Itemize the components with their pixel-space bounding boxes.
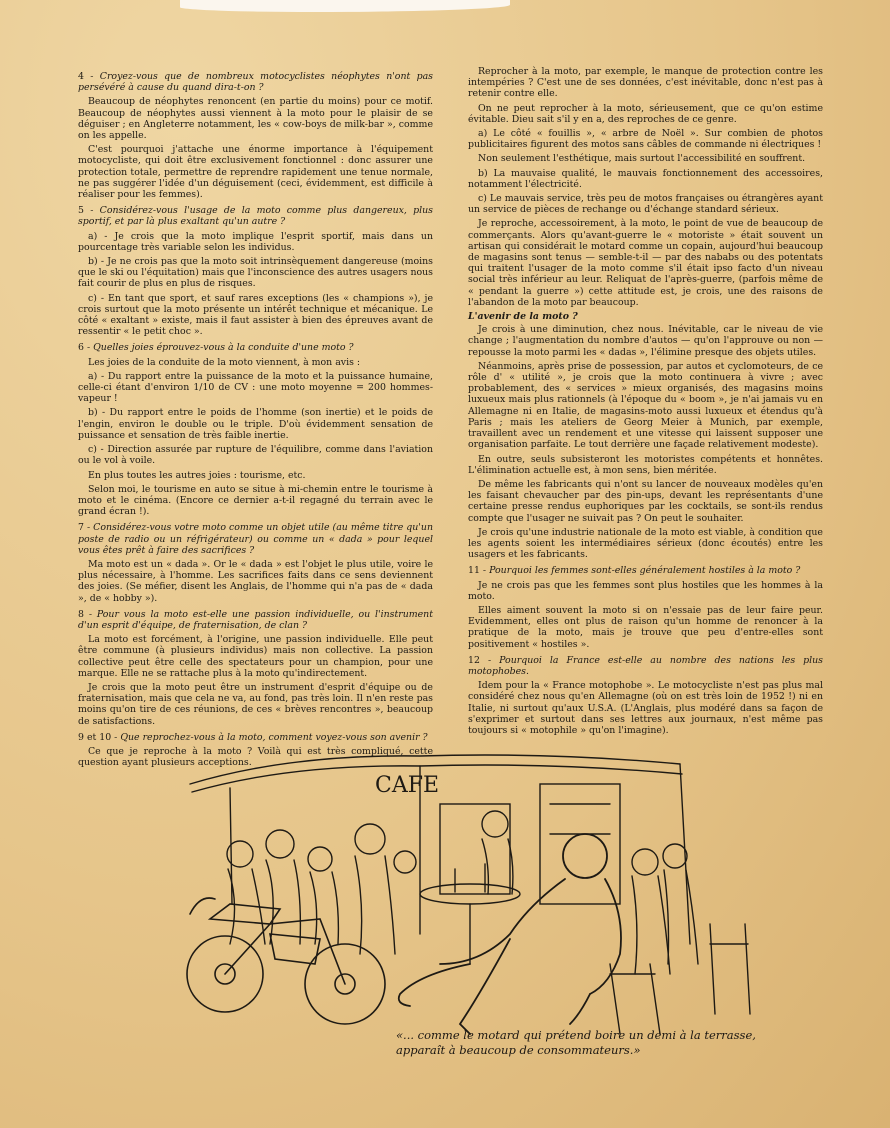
paragraph: b) - Du rapport entre le poids de l'homme (son inertie) et le poids de l'engin, environ le double ou le triple. D'où évidemment sensation de puissance et sensation de très faible inertie. xyxy=(78,407,433,441)
question-heading: 5 - Considérez-vous l'usage de la moto comme plus dangereux, plus sportif, et par là plus exaltant qu'un autre ? xyxy=(78,205,433,228)
paragraph: c) - En tant que sport, et sauf rares exceptions (les « champions »), je crois surtout que la moto présente un intérêt technique et mécanique. Le côté « exaltant » existe, mais il faut assister à bien des épreuves avant de ressentir « le petit choc ». xyxy=(78,292,433,338)
chair xyxy=(610,964,660,1034)
paragraph: De même les fabricants qui n'ont su lancer de nouveaux modèles qu'en les faisant chevaucher par des pin-ups, devant les représentants d'une certaine presse rendus euphoriques par les cocktails, se sont-ils rendus compte que l'usager ne suivait pas ? On peut le souhaiter. xyxy=(468,478,823,524)
caption-line-2: apparaît à beaucoup de consommateurs.» xyxy=(396,1043,641,1057)
paragraph: Reprocher à la moto, par exemple, le manque de protection contre les intempéries ? C'est une de ses données, c'est inévitable, donc n'est pas à retenir contre elle. xyxy=(468,66,823,100)
paragraph: C'est pourquoi j'attache une énorme importance à l'équipement motocycliste, qui doit être exclusivement fonctionnel : donc assurer une protection totale, permettre de reprendre rapidement une tenue normale, ne pas suggérer l'idée d'un déguisement (ceci, évidemment, est difficile à réaliser pour les femmes). xyxy=(78,144,433,201)
cafe-terrace-illustration xyxy=(170,744,830,1074)
crowd-figures xyxy=(227,811,698,974)
paragraph: Beaucoup de néophytes renoncent (en partie du moins) pour ce motif. Beaucoup de néophytes aussi viennent à la moto pour le plaisir de se déguiser ; en Angleterre notamment, les « cow-boys de milk-bar », comme on les appelle. xyxy=(78,96,433,142)
question-number: 7 xyxy=(78,522,84,534)
left-column xyxy=(78,66,433,771)
paragraph: Je crois qu'une industrie nationale de la moto est viable, à condition que les agents soient les intermédiaires sérieux (donc écoutés) entre les usagers et les fabricants. xyxy=(468,526,823,561)
question-text: Considérez-vous votre moto comme un objet utile (au même titre qu'un poste de radio ou un réfrigérateur) ou comme un « dada » pour lequel vous êtes prêt à faire des sacrifices ? xyxy=(78,522,433,556)
paragraph: Je crois que la moto peut être un instrument d'esprit d'équipe ou de fraternisation, mais que cela ne va, au fond, pas très loin. Il n'en reste pas moins qu'on tire de ces réunions, de ces « brèves rencontres », beaucoup de satisfactions. xyxy=(78,681,433,727)
question-number: 8 xyxy=(78,608,84,620)
paragraph: Elles aiment souvent la moto si on n'essaie pas de leur faire peur. Evidemment, elles ont plus de raison qu'un homme de renoncer à la pratique de la moto, mais je trouve que peu d'entre-elles sont positivement « hostiles ». xyxy=(468,604,823,650)
paragraph: Ce que je reproche à la moto ? Voilà qui est très compliqué, cette question ayant plusieurs acceptions. xyxy=(78,745,433,769)
question-heading: 9 et 10 - Que reprochez-vous à la moto, comment voyez-vous son avenir ? xyxy=(78,731,428,743)
paragraph: a) - Je crois que la moto implique l'esprit sportif, mais dans un pourcentage très variable selon les individus. xyxy=(78,230,433,253)
paragraph: Selon moi, le tourisme en auto se situe à mi-chemin entre le tourisme à moto et le cinéma. (Encore ce dernier a-t-il regagné du terrain avec le grand écran !). xyxy=(78,483,433,518)
paragraph: a) Le côté « fouillis », « arbre de Noël ». Sur combien de photos publicitaires figurent des motos sans câbles de commande ni électriques ! xyxy=(468,128,823,151)
paragraph: En plus toutes les autres joies : tourisme, etc. xyxy=(88,469,306,481)
caption-line-1: «... comme le motard qui prétend boire un demi à la terrasse, xyxy=(396,1028,756,1042)
question-text: Considérez-vous l'usage de la moto comme plus dangereux, plus sportif, et par là plus exaltant qu'un autre ? xyxy=(78,205,433,228)
question-heading: 7 - Considérez-vous votre moto comme un objet utile (au même titre qu'un poste de radio ou un réfrigérateur) ou comme un « dada » pour lequel vous êtes prêt à faire des sacrifices ? xyxy=(78,522,433,556)
question-text: Que reprochez-vous à la moto, comment voyez-vous son avenir ? xyxy=(120,731,428,743)
question-text: Pourquoi la France est-elle au nombre des nations les plus motophobes. xyxy=(468,654,823,677)
paragraph: La moto est forcément, à l'origine, une passion individuelle. Elle peut être commune (à plusieurs individus) mais non collective. La passion collective peut être celle des spectateurs pour un champion, pour une marque. Elle ne se rattache plus à la moto qu'indirectement. xyxy=(78,634,433,679)
paragraph: En outre, seuls subsisteront les motoristes compétents et honnêtes. L'élimination actuelle est, à mon sens, bien méritée. xyxy=(468,453,823,476)
question-number: 4 xyxy=(78,71,84,82)
question-number: 9 et 10 xyxy=(78,731,112,743)
question-heading: 4 - Croyez-vous que de nombreux motocyclistes néophytes n'ont pas persévéré à cause du quand dira-t-on ? xyxy=(78,71,433,94)
paragraph: Idem pour la « France motophobe ». Le motocycliste n'est pas plus mal considéré chez nous qu'en Allemagne (où on est très loin de 1952 !) ni en Italie, ni surtout qu'aux U.S.A. (L'Anglais, plus modéré dans sa façon de s'exprimer et surtout dans ses lettres aux journaux, n'est même pas toujours si « motophile » qu'on l'imagine). xyxy=(468,680,823,736)
question-text: Croyez-vous que de nombreux motocyclistes néophytes n'ont pas persévéré à cause du quand dira-t-on ? xyxy=(78,71,433,94)
paragraph: On ne peut reprocher à la moto, sérieusement, que ce qu'on estime évitable. Dieu sait s'il y en a, des reproches de ce genre. xyxy=(468,102,823,125)
question-text: Quelles joies éprouvez-vous à la conduite d'une moto ? xyxy=(93,342,354,354)
paragraph: c) - Direction assurée par rupture de l'équilibre, comme dans l'aviation ou le vol à voile. xyxy=(78,444,433,467)
paragraph: a) - Du rapport entre la puissance de la moto et la puissance humaine, celle-ci étant d'environ 1/10 de CV : une moto moyenne = 200 hommes-vapeur ! xyxy=(78,370,433,405)
question-heading: 12 - Pourquoi la France est-elle au nombre des nations les plus motophobes. xyxy=(468,654,823,677)
right-column xyxy=(468,66,823,739)
question-heading: 11 - Pourquoi les femmes sont-elles généralement hostiles à la moto ? xyxy=(468,565,801,577)
paragraph: Je ne crois pas que les femmes sont plus hostiles que les hommes à la moto. xyxy=(468,579,823,602)
chair xyxy=(710,924,750,1014)
subheading: L'avenir de la moto ? xyxy=(468,311,578,323)
paragraph: Je reproche, accessoirement, à la moto, le point de vue de beaucoup de commerçants. Alors qu'avant-guerre le « motoriste » était souvent un artisan qui considérait le motard comme un copain, aujourd'hui beaucoup de magasins sont tenus — semble-t-il — par des nababs ou des potentats qui traitent l'usager de la moto comme s'il était ipso facto d'un niveau social très inférieur au leur. Reliquat de l'après-guerre, (parfois même de « pendant la guerre ») cette attitude est, je crois, une des raisons de l'abandon de la moto par beaucoup. xyxy=(468,218,823,308)
paragraph: Néanmoins, après prise de possession, par autos et cyclomoteurs, de ce rôle d' « utilité », je crois que la moto continuera à vivre ; avec probablement, des « services » mieux organisés, des magasins moins luxueux mais plus rationnels (à l'époque du « boom », je n'ai jamais vu en Allemagne ni en Italie, de magasins-moto aussi luxueux et étendus qu'à Paris ; mais les ateliers de Georg Meier à Munich, par exemple, travaillent avec un rendement et une vitesse qui laissent supposer une organisation parfaite. Le tout derrière une façade relativement modeste). xyxy=(468,360,823,451)
paragraph: Ma moto est un « dada ». Or le « dada » est l'objet le plus utile, voire le plus nécessaire, à l'homme. Les sacrifices faits dans ce sens deviennent des joies. (Se méfier, disent les Anglais, de l'homme qui n'a pas de « dada », de « hobby »). xyxy=(78,558,433,604)
question-text: Pourquoi les femmes sont-elles généralement hostiles à la moto ? xyxy=(489,565,801,577)
question-number: 6 xyxy=(78,342,84,354)
torn-edge xyxy=(180,0,510,12)
paragraph: Je crois à une diminution, chez nous. Inévitable, car le niveau de vie change ; l'augmentation du nombre d'autos — qu'on l'approuve ou non — repousse la moto parmi les « dadas », l'élimine presque des objets utiles. xyxy=(468,324,823,358)
question-number: 11 xyxy=(468,565,480,577)
motorcycle xyxy=(187,898,385,1024)
paragraph: c) Le mauvais service, très peu de motos françaises ou étrangères ayant un service de pièces de rechange ou d'échange standard sérieux. xyxy=(468,193,823,216)
question-heading: 8 - Pour vous la moto est-elle une passion individuelle, ou l'instrument d'un esprit d'équipe, de fraternisation, de clan ? xyxy=(78,608,433,631)
paragraph: b) - Je ne crois pas que la moto soit intrinsèquement dangereuse (moins que le ski ou l'équitation) mais que l'inconscience des autres usagers nous fait courir de plus en plus de risques. xyxy=(78,256,433,290)
question-heading: 6 - Quelles joies éprouvez-vous à la conduite d'une moto ? xyxy=(78,342,354,354)
paragraph: Non seulement l'esthétique, mais surtout l'accessibilité en souffrent. xyxy=(478,153,806,165)
question-number: 12 xyxy=(468,654,480,666)
paragraph: b) La mauvaise qualité, le mauvais fonctionnement des accessoires, notamment l'électricité. xyxy=(468,167,823,190)
illustration-caption xyxy=(396,1028,826,1058)
cafe-sign: CAFE xyxy=(375,773,440,798)
paragraph: Les joies de la conduite de la moto viennent, à mon avis : xyxy=(88,356,361,368)
question-text: Pour vous la moto est-elle une passion individuelle, ou l'instrument d'un esprit d'équipe, de fraternisation, de clan ? xyxy=(78,608,433,631)
question-number: 5 xyxy=(78,205,84,217)
